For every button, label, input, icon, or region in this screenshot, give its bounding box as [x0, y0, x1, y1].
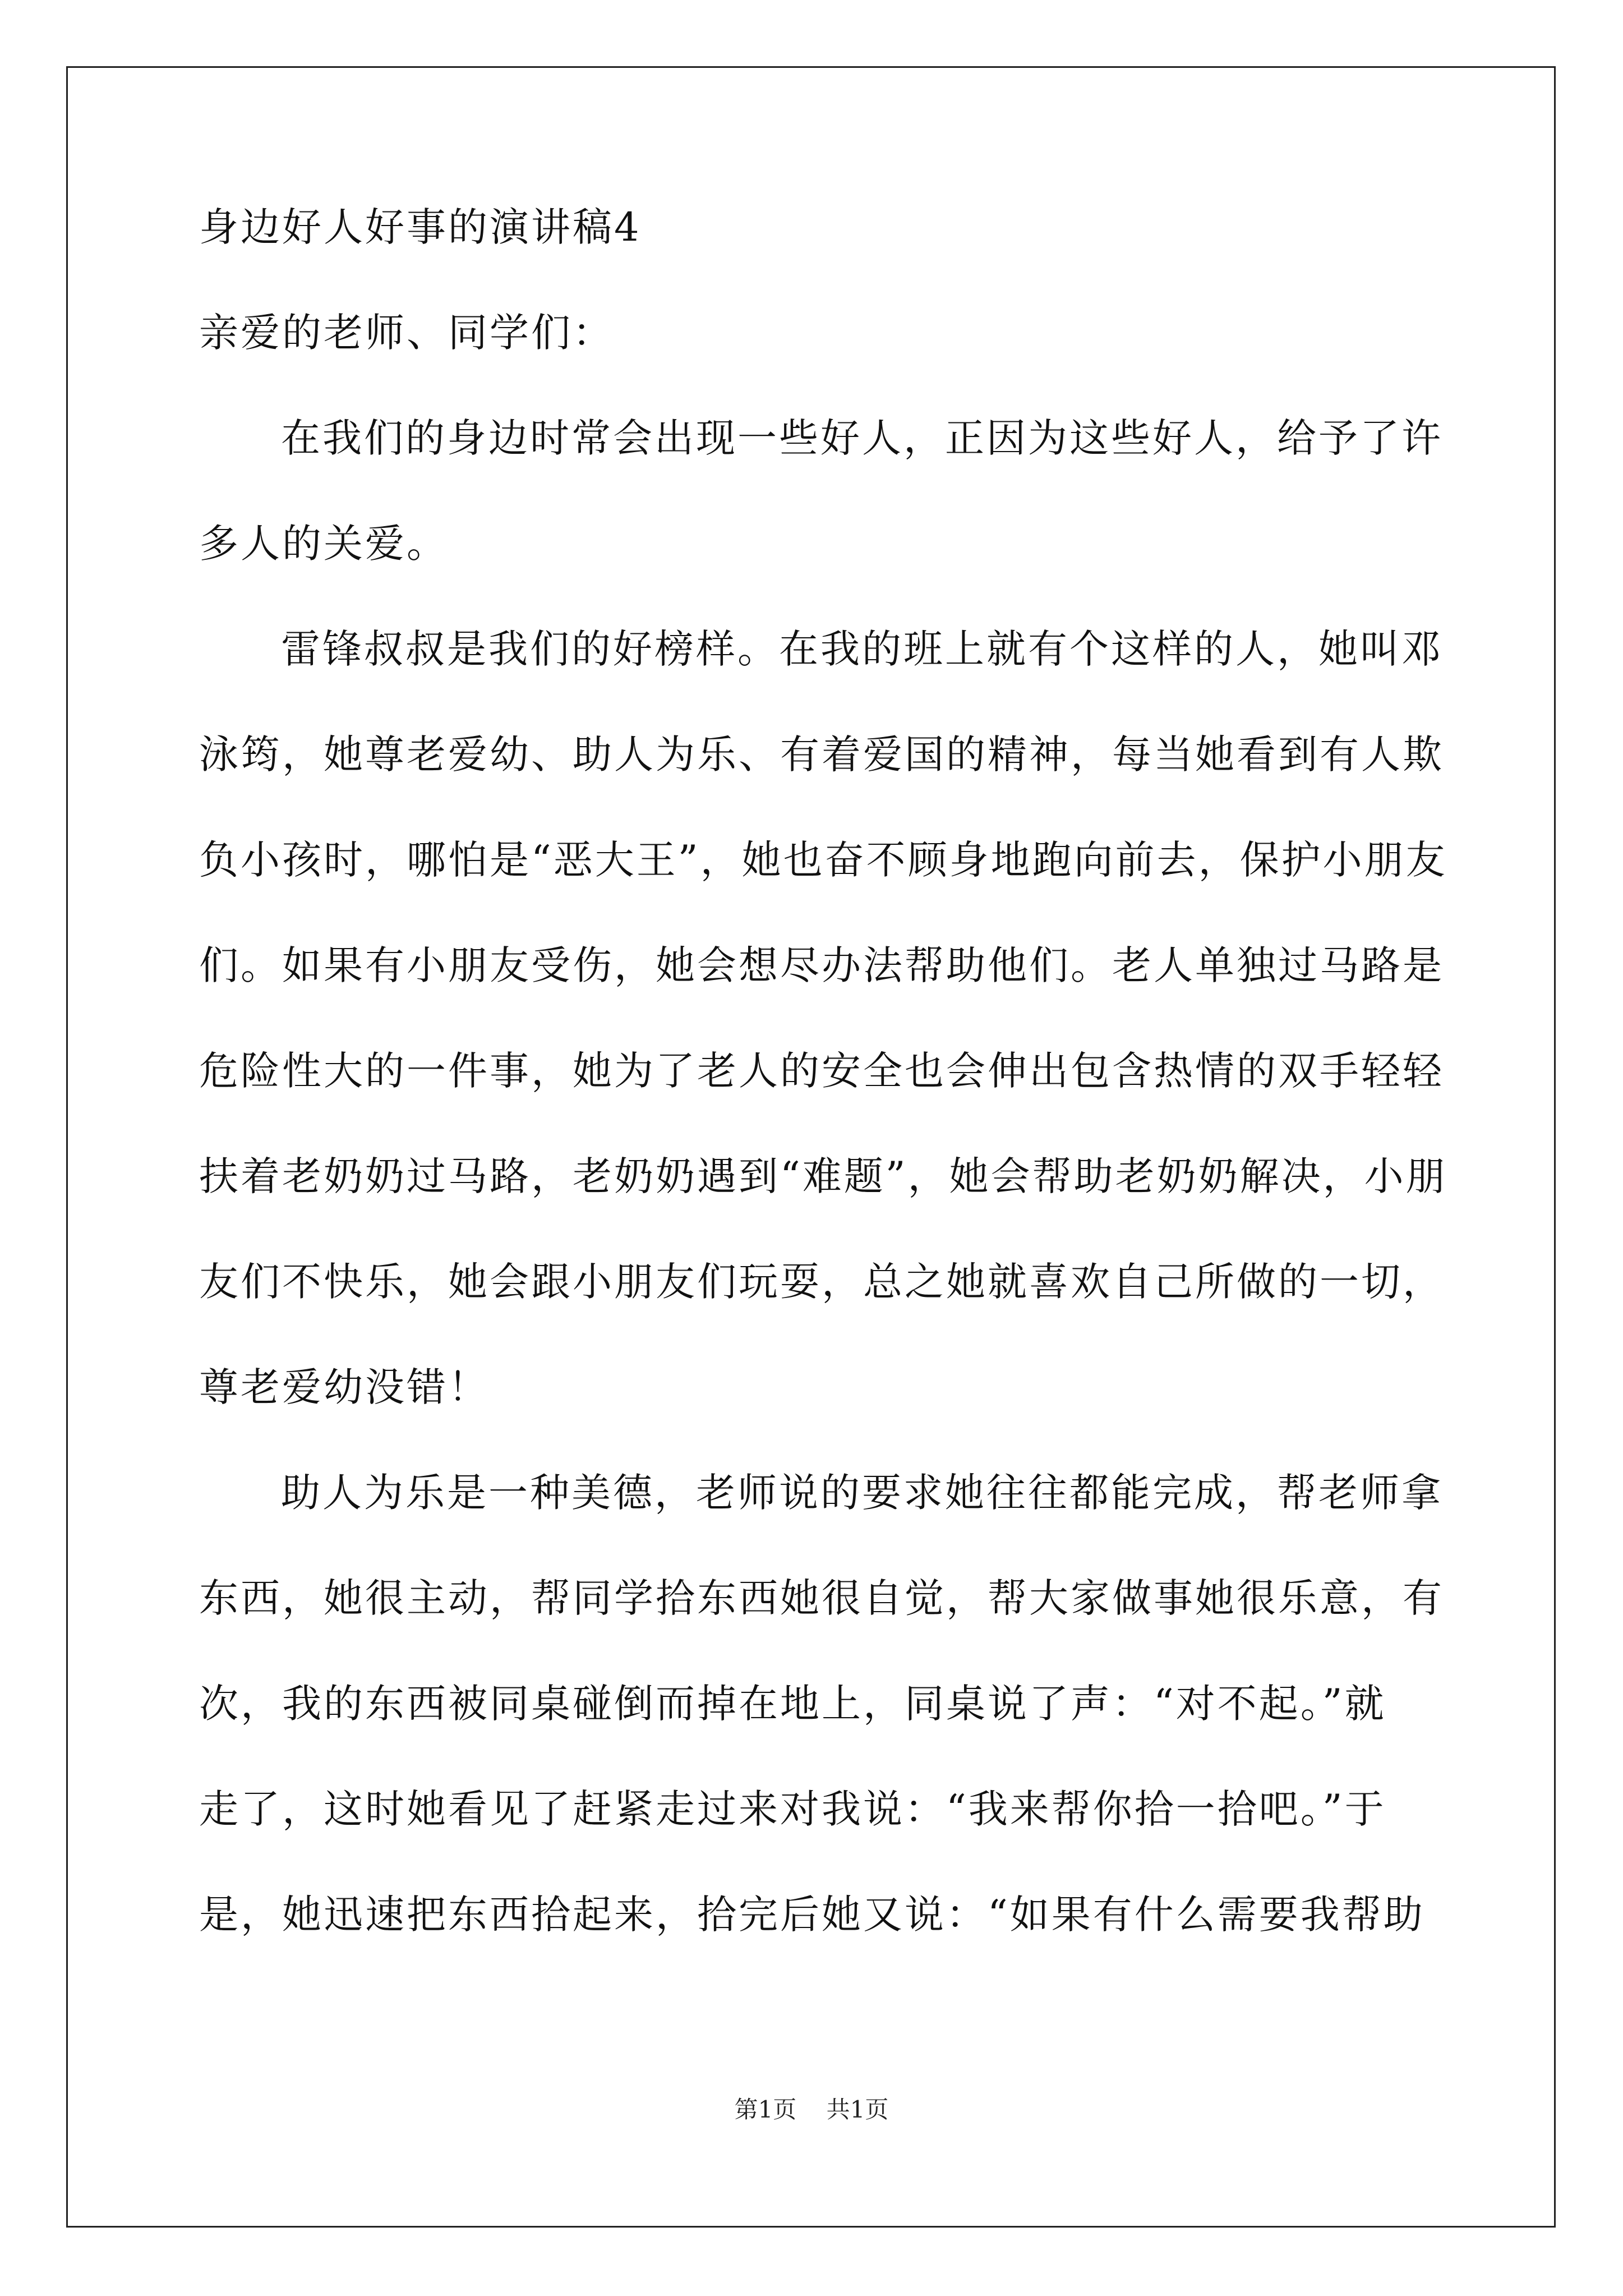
paragraph-line: 助人为乐是一种美德，老师说的要求她往往都能完成，帮老师拿: [281, 1470, 1443, 1516]
paragraph-line: 次，我的东西被同桌碰倒而掉在地上，同桌说了声：“对不起。”就: [199, 1681, 1386, 1727]
paragraph-line: 多人的关爱。: [199, 521, 448, 567]
greeting: 亲爱的老师、同学们：: [199, 310, 614, 356]
paragraph-line: 雷锋叔叔是我们的好榜样。在我的班上就有个这样的人，她叫邓: [281, 626, 1443, 672]
page-footer: [0, 2098, 1623, 2122]
document-title: 身边好人好事的演讲稿4: [199, 204, 642, 250]
paragraph-line: 危险性大的一件事，她为了老人的安全也会伸出包含热情的双手轻轻: [199, 1048, 1444, 1094]
paragraph-line: 负小孩时，哪怕是“恶大王”，她也奋不顾身地跑向前去，保护小朋友: [199, 837, 1447, 883]
page-number: 第1页: [734, 2096, 797, 2123]
paragraph-line: 友们不快乐，她会跟小朋友们玩耍，总之她就喜欢自己所做的一切，: [199, 1259, 1444, 1305]
paragraph-line: 扶着老奶奶过马路，老奶奶遇到“难题”，她会帮助老奶奶解决，小朋: [199, 1153, 1447, 1199]
paragraph-line: 尊老爱幼没错！: [199, 1364, 490, 1410]
paragraph-line: 在我们的身边时常会出现一些好人，正因为这些好人，给予了许: [281, 415, 1443, 461]
paragraph-line: 泳筠，她尊老爱幼、助人为乐、有着爱国的精神，每当她看到有人欺: [199, 731, 1444, 777]
paragraph-line: 是，她迅速把东西拾起来，拾完后她又说：“如果有什么需要我帮助: [199, 1892, 1425, 1938]
paragraph-line: 东西，她很主动，帮同学拾东西她很自觉，帮大家做事她很乐意，有: [199, 1575, 1444, 1621]
document-body: [199, 204, 1447, 2000]
paragraph-line: 走了，这时她看见了赶紧走过来对我说：“我来帮你拾一拾吧。”于: [199, 1786, 1386, 1832]
paragraph-line: 们。如果有小朋友受伤，她会想尽办法帮助他们。老人单独过马路是: [199, 942, 1444, 988]
page-total: 共1页: [826, 2096, 889, 2123]
